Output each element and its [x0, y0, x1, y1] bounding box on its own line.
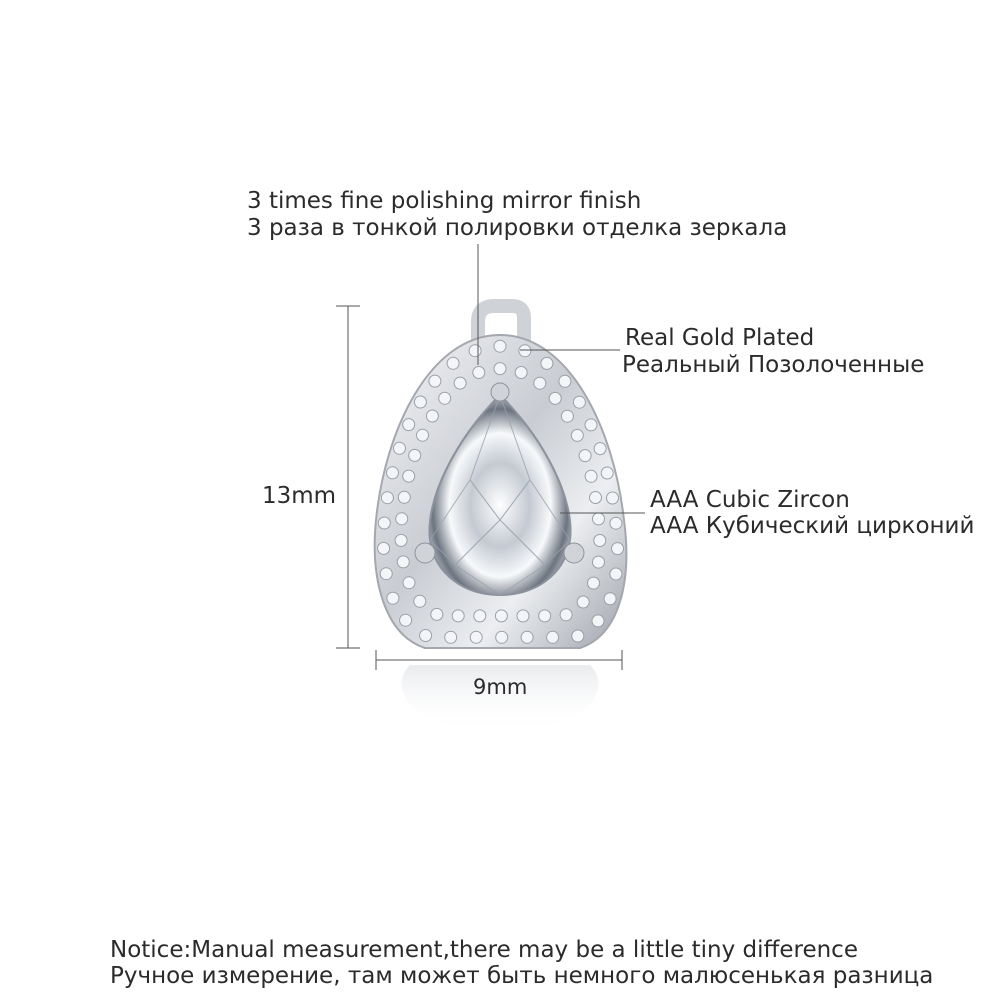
pave-stone	[403, 470, 415, 482]
pave-stone	[517, 610, 529, 622]
prong-top	[491, 383, 509, 401]
pave-stone	[612, 543, 624, 555]
pave-stone	[398, 491, 410, 503]
pave-stone	[610, 517, 622, 529]
pave-stone	[585, 419, 597, 431]
pave-stone	[607, 492, 619, 504]
pave-stone	[559, 375, 571, 387]
stone-label-ru: AAA Кубический цирконий	[650, 513, 975, 539]
pave-stone	[414, 396, 426, 408]
pave-stone	[594, 535, 606, 547]
pave-stone	[431, 608, 443, 620]
width-dimension-label: 9mm	[473, 675, 528, 699]
pave-stone	[494, 340, 506, 352]
pave-stone	[601, 467, 613, 479]
pave-stone	[593, 513, 605, 525]
pave-stone	[594, 443, 606, 455]
pave-stone	[420, 630, 432, 642]
pave-stone	[571, 429, 583, 441]
pave-stone	[452, 610, 464, 622]
plating-label-ru: Реальный Позолоченные	[622, 352, 925, 378]
pave-stone	[417, 429, 429, 441]
pave-stone	[426, 410, 438, 422]
pave-stone	[397, 556, 409, 568]
pave-stone	[378, 542, 390, 554]
pave-stone	[395, 534, 407, 546]
pave-stone	[547, 631, 559, 643]
pave-stone	[572, 630, 584, 642]
pave-stone	[409, 449, 421, 461]
pave-stone	[403, 577, 415, 589]
notice-en: Notice:Manual measurement,there may be a little tiny difference	[110, 937, 858, 963]
pave-stone	[539, 610, 551, 622]
pave-stone	[469, 345, 481, 357]
pave-stone	[470, 631, 482, 643]
pave-stone	[604, 593, 616, 605]
pave-stone	[573, 396, 585, 408]
pave-stone	[473, 367, 485, 379]
height-dimension-label: 13mm	[262, 483, 337, 509]
pave-stone	[380, 568, 392, 580]
pave-stone	[454, 377, 466, 389]
polish-label-en: 3 times fine polishing mirror finish	[247, 188, 642, 214]
pave-stone	[541, 357, 553, 369]
pave-stone	[429, 375, 441, 387]
pave-stone	[387, 467, 399, 479]
pave-stone	[515, 367, 527, 379]
pave-stone	[549, 392, 561, 404]
prong-left	[415, 543, 435, 563]
pave-stone	[396, 513, 408, 525]
pave-stone	[495, 610, 507, 622]
pave-stone	[588, 577, 600, 589]
pave-stone	[400, 614, 412, 626]
plating-label-en: Real Gold Plated	[625, 325, 815, 351]
pave-stone	[494, 363, 506, 375]
pave-stone	[585, 470, 597, 482]
pave-stone	[445, 631, 457, 643]
pave-stone	[439, 392, 451, 404]
pave-stone	[534, 377, 546, 389]
pave-stone	[414, 595, 426, 607]
pave-stone	[561, 410, 573, 422]
stone-label-en: AAA Cubic Zircon	[650, 487, 850, 513]
pave-stone	[403, 419, 415, 431]
height-dimension-line	[336, 306, 360, 648]
pave-stone	[447, 357, 459, 369]
pave-stone	[560, 609, 572, 621]
pave-stone	[610, 568, 622, 580]
pave-stone	[577, 596, 589, 608]
pave-stone	[590, 492, 602, 504]
pave-stone	[593, 556, 605, 568]
pave-stone	[496, 631, 508, 643]
pave-stone	[474, 610, 486, 622]
pave-stone	[592, 615, 604, 627]
pave-stone	[521, 631, 533, 643]
polish-label-ru: 3 раза в тонкой полировки отделка зеркала	[247, 215, 788, 241]
pave-stone	[519, 345, 531, 357]
prong-right	[564, 543, 584, 563]
pave-stone	[381, 492, 393, 504]
pave-stone	[378, 517, 390, 529]
notice-ru: Ручное измерение, там может быть немного малюсенькая разница	[110, 963, 934, 989]
pave-stone	[387, 592, 399, 604]
pave-stone	[394, 442, 406, 454]
pave-stone	[579, 450, 591, 462]
